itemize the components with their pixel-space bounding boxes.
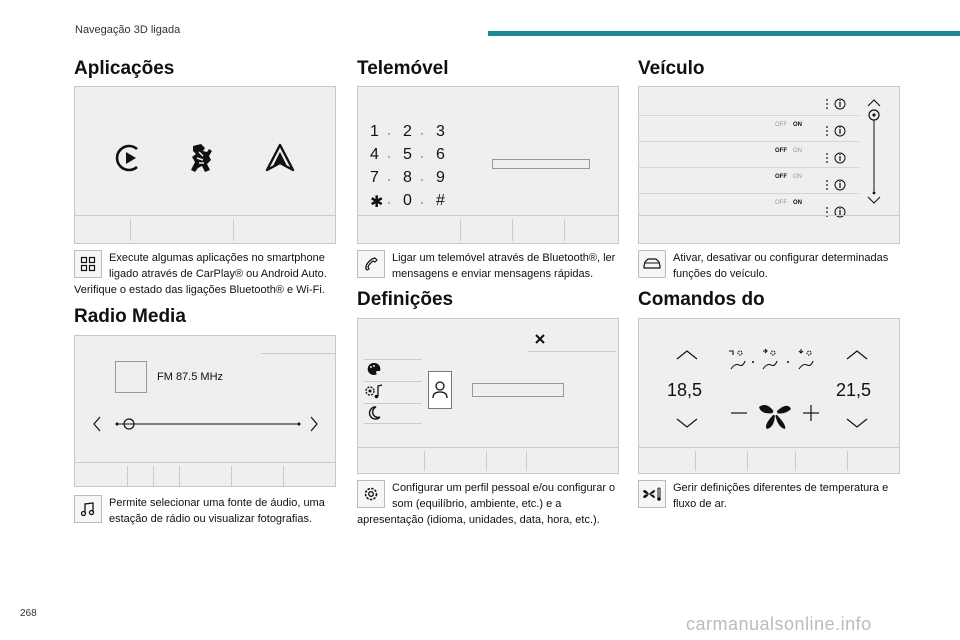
- keypad-key[interactable]: 4: [370, 146, 379, 163]
- keypad-separator: ·: [387, 172, 391, 186]
- section-header: Navegação 3D ligada: [75, 24, 181, 36]
- footer-divider: [130, 219, 131, 241]
- header-accent-bar: [488, 31, 960, 36]
- off-on-toggle[interactable]: [775, 122, 802, 128]
- off-on-toggle[interactable]: [775, 174, 802, 180]
- climate-screen: [638, 318, 900, 474]
- profile-name-field[interactable]: [472, 383, 564, 397]
- vehicle-scroll-control[interactable]: [865, 95, 883, 207]
- footer-divider: [795, 451, 796, 471]
- vehicle-row-separator: [639, 167, 859, 168]
- phone-number-field[interactable]: [492, 159, 590, 169]
- apps-grid-icon: [74, 250, 102, 278]
- watermark: carmanualsonline.info: [686, 614, 872, 634]
- radio-title: Radio Media: [74, 306, 186, 327]
- footer-divider: [231, 466, 232, 486]
- apps-title: Aplicações: [74, 58, 175, 79]
- footer-divider: [153, 466, 154, 486]
- android-auto-icon[interactable]: [265, 143, 295, 173]
- peugeot-lion-icon[interactable]: [187, 142, 217, 174]
- radio-screen: [74, 335, 336, 487]
- footer-divider: [179, 466, 180, 486]
- album-art-placeholder: [115, 361, 147, 393]
- info-icon[interactable]: [825, 124, 847, 142]
- keypad-separator: ·: [387, 149, 391, 163]
- carplay-play-icon[interactable]: [115, 143, 143, 173]
- vehicle-row-separator: [639, 193, 859, 194]
- keypad-separator: ·: [387, 126, 391, 140]
- keypad-key[interactable]: #: [436, 192, 445, 209]
- radio-top-line: [261, 353, 335, 354]
- keypad-key[interactable]: 6: [436, 146, 445, 163]
- fan-temperature-icon: [638, 480, 666, 508]
- footer-divider: [564, 219, 565, 241]
- menu-separator: [364, 359, 422, 360]
- toggle-on-label: ON: [793, 200, 802, 206]
- footer-divider: [460, 219, 461, 241]
- keypad-separator: ·: [420, 149, 424, 163]
- radio-station: FM 87.5 MHz: [157, 371, 224, 383]
- vehicle-desc-text: Ativar, desativar ou configurar determinadas funções do veículo.: [673, 252, 889, 280]
- page-number: 268: [20, 608, 37, 619]
- keypad-key[interactable]: 8: [403, 169, 412, 186]
- footer-divider: [695, 451, 696, 471]
- airflow-distribution-icons[interactable]: [727, 347, 821, 373]
- climate-title: Comandos do: [638, 289, 765, 310]
- footer-divider: [127, 466, 128, 486]
- settings-title: Definições: [357, 289, 454, 310]
- left-temp-down-icon[interactable]: [675, 417, 699, 429]
- vehicle-footer: [639, 215, 899, 216]
- menu-separator: [364, 403, 422, 404]
- phone-description: [357, 250, 621, 282]
- off-on-toggle[interactable]: [775, 200, 802, 206]
- menu-separator: [364, 381, 422, 382]
- keypad-key[interactable]: ✱: [370, 194, 384, 211]
- car-icon: [638, 250, 666, 278]
- phone-handset-icon: [357, 250, 385, 278]
- vehicle-row-separator: [639, 115, 859, 116]
- settings-top-line: [528, 351, 616, 352]
- keypad-key[interactable]: 9: [436, 169, 445, 186]
- keypad-key[interactable]: 3: [436, 123, 445, 140]
- footer-divider: [486, 451, 487, 471]
- keypad-key[interactable]: 1: [370, 123, 379, 140]
- keypad-key[interactable]: 5: [403, 146, 412, 163]
- footer-divider: [233, 219, 234, 241]
- gear-icon: [357, 480, 385, 508]
- info-icon[interactable]: [825, 97, 847, 115]
- menu-separator: [364, 423, 422, 424]
- phone-screen: [357, 86, 619, 244]
- footer-divider: [424, 451, 425, 471]
- vehicle-screen: [638, 86, 900, 244]
- climate-description: [638, 480, 902, 512]
- climate-footer: [639, 447, 899, 448]
- footer-divider: [283, 466, 284, 486]
- keypad-key[interactable]: 2: [403, 123, 412, 140]
- radio-seek-bar[interactable]: [89, 414, 323, 434]
- keypad-separator: ·: [420, 126, 424, 140]
- keypad-separator: ·: [387, 195, 391, 209]
- keypad-key[interactable]: 0: [403, 192, 412, 209]
- sound-settings-icon[interactable]: [364, 383, 384, 401]
- profile-button[interactable]: [428, 371, 452, 409]
- apps-desc-text: Execute algumas aplicações no smartphone ligado através de CarPlay® ou Android Auto. Verifique o estado das ligações Bluetooth® e Wi-Fi.: [74, 252, 327, 296]
- keypad-separator: ·: [420, 195, 424, 209]
- vehicle-title: Veículo: [638, 58, 705, 79]
- toggle-on-label: ON: [793, 148, 802, 154]
- apps-screen: [74, 86, 336, 244]
- info-icon[interactable]: [825, 205, 847, 223]
- phone-title: Telemóvel: [357, 58, 449, 79]
- toggle-on-label: ON: [793, 174, 802, 180]
- palette-icon[interactable]: [366, 361, 382, 377]
- right-temperature: 21,5: [836, 380, 872, 400]
- close-icon[interactable]: [534, 333, 546, 345]
- keypad-separator: ·: [420, 172, 424, 186]
- radio-footer: [75, 462, 335, 463]
- apps-footer: [75, 215, 335, 216]
- left-temperature: 18,5: [667, 380, 703, 400]
- night-mode-icon[interactable]: [366, 405, 382, 421]
- vehicle-row-separator: [639, 141, 859, 142]
- fan-speed-control[interactable]: [729, 399, 821, 431]
- radio-description: [74, 495, 338, 527]
- settings-footer: [358, 447, 618, 448]
- right-temp-down-icon[interactable]: [845, 417, 869, 429]
- toggle-off-label: OFF: [775, 200, 787, 206]
- phone-desc-text: Ligar um telemóvel através de Bluetooth®, ler mensagens e enviar mensagens rápidas.: [392, 252, 616, 280]
- footer-divider: [526, 451, 527, 471]
- phone-footer: [358, 215, 618, 216]
- toggle-off-label: OFF: [775, 148, 787, 154]
- left-temp-up-icon[interactable]: [675, 349, 699, 361]
- toggle-on-label: ON: [793, 122, 802, 128]
- footer-divider: [747, 451, 748, 471]
- keypad-key[interactable]: 7: [370, 169, 379, 186]
- settings-screen: [357, 318, 619, 474]
- vehicle-description: [638, 250, 902, 282]
- toggle-off-label: OFF: [775, 174, 787, 180]
- settings-description: [357, 480, 621, 528]
- radio-desc-text: Permite selecionar uma fonte de áudio, uma estação de rádio ou visualizar fotografias.: [109, 497, 325, 525]
- settings-desc-text: Configurar um perfil pessoal e/ou configurar o som (equilíbrio, ambiente, etc.) e a apresentação (idioma, unidades, data, hora, etc.).: [357, 482, 616, 526]
- right-temp-up-icon[interactable]: [845, 349, 869, 361]
- footer-divider: [847, 451, 848, 471]
- apps-description: [74, 250, 338, 298]
- toggle-off-label: OFF: [775, 122, 787, 128]
- footer-divider: [512, 219, 513, 241]
- off-on-toggle[interactable]: [775, 148, 802, 154]
- music-note-icon: [74, 495, 102, 523]
- climate-desc-text: Gerir definições diferentes de temperatura e fluxo de ar.: [673, 482, 889, 510]
